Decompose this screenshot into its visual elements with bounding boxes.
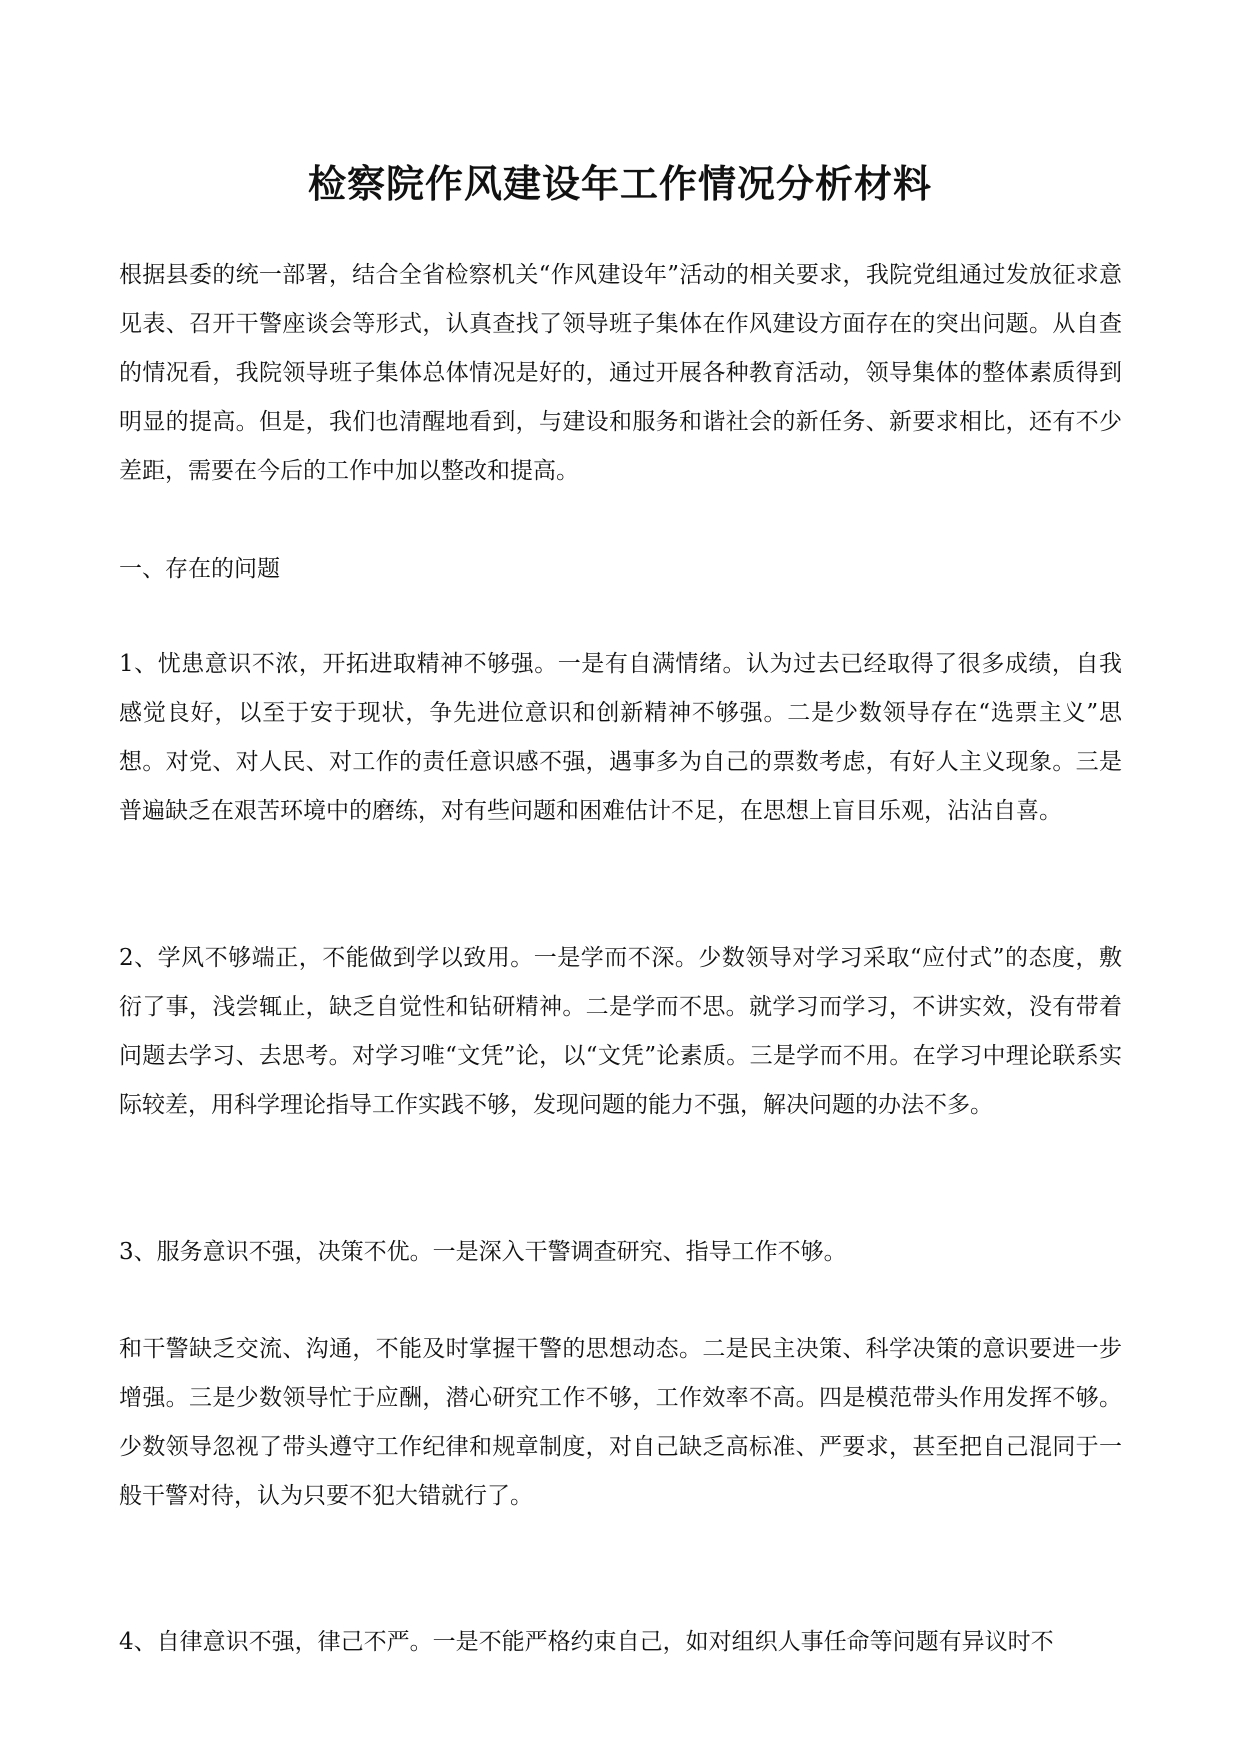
problem-item-2: 2、学风不够端正，不能做到学以致用。一是学而不深。少数领导对学习采取“应付式”的态度，敷衍了事，浅尝辄止，缺乏自觉性和钻研精神。二是学而不思。就学习而学习，不讲实效，没有带着问题去学习、去思考。对学习唯“文凭”论，以“文凭”论素质。三是学而不用。在学习中理论联系实际较差，用科学理论指导工作实践不够，发现问题的能力不强，解决问题的办法不多。 [119, 945, 1122, 1118]
document-title: 检察院作风建设年工作情况分析材料 [307, 161, 932, 206]
problem-item-3: 3、服务意识不强，决策不优。一是深入干警调查研究、指导工作不够。 [119, 1239, 847, 1265]
problem-item-4: 4、自律意识不强，律己不严。一是不能严格约束自己，如对组织人事任命等问题有异议时不 [119, 1629, 1054, 1655]
intro-paragraph: 根据县委的统一部署，结合全省检察机关“作风建设年”活动的相关要求，我院党组通过发放征求意见表、召开干警座谈会等形式，认真查找了领导班子集体在作风建设方面存在的突出问题。从自查的情况看，我院领导班子集体总体情况是好的，通过开展各种教育活动，领导集体的整体素质得到明显的提高。但是，我们也清醒地看到，与建设和服务和谐社会的新任务、新要求相比，还有不少差距，需要在今后的工作中加以整改和提高。 [119, 262, 1122, 484]
problem-item-3-continued: 和干警缺乏交流、沟通，不能及时掌握干警的思想动态。二是民主决策、科学决策的意识要进一步增强。三是少数领导忙于应酬，潜心研究工作不够，工作效率不高。四是模范带头作用发挥不够。少数领导忽视了带头遵守工作纪律和规章制度，对自己缺乏高标准、严要求，甚至把自己混同于一般干警对待，认为只要不犯大错就行了。 [119, 1336, 1122, 1509]
problem-item-1: 1、忧患意识不浓，开拓进取精神不够强。一是有自满情绪。认为过去已经取得了很多成绩，自我感觉良好，以至于安于现状，争先进位意识和创新精神不够强。二是少数领导存在“选票主义”思想。对党、对人民、对工作的责任意识感不强，遇事多为自己的票数考虑，有好人主义现象。三是普遍缺乏在艰苦环境中的磨练，对有些问题和困难估计不足，在思想上盲目乐观，沾沾自喜。 [119, 651, 1122, 824]
section-heading-problems: 一、存在的问题 [119, 556, 280, 582]
